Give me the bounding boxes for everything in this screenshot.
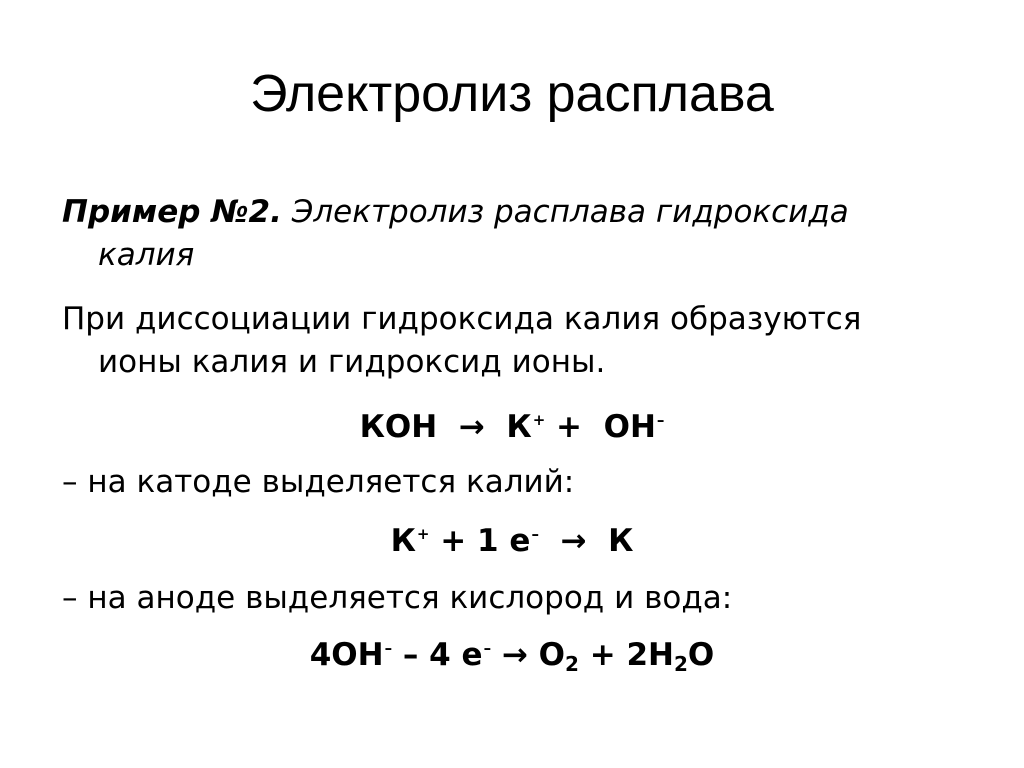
anode-equation bbox=[0, 634, 1024, 677]
example-description: Электролиз расплава гидроксида bbox=[291, 194, 849, 230]
equation-3-part-5: О bbox=[687, 637, 715, 673]
example-label: Пример №2. bbox=[62, 194, 282, 230]
equation-3-part-1: 4ОН bbox=[309, 637, 384, 673]
equation-2-part-3: → К bbox=[538, 523, 634, 559]
equation-1-charge-2: – bbox=[656, 411, 665, 429]
equation-3-charge-2: – bbox=[483, 639, 492, 657]
cathode-note: – на катоде выделяется калий: bbox=[62, 464, 575, 500]
dissociation-equation bbox=[0, 406, 1024, 449]
equation-1-right: + ОН bbox=[545, 409, 656, 445]
equation-3-subscript-2: 2 bbox=[674, 652, 688, 676]
cathode-equation bbox=[0, 520, 1024, 563]
slide-title: Электролиз расплава bbox=[250, 65, 774, 123]
equation-1-left: КОН → К bbox=[359, 409, 532, 445]
equation-3-part-2: – 4 е bbox=[392, 637, 483, 673]
dissociation-line-1: При диссоциации гидроксида калия образуются bbox=[62, 301, 862, 337]
equation-3-charge-1: – bbox=[384, 639, 393, 657]
equation-3-subscript-1: 2 bbox=[565, 652, 579, 676]
equation-2-charge-1: + bbox=[416, 525, 430, 543]
equation-2-part-2: + 1 е bbox=[429, 523, 531, 559]
equation-3-part-4: + 2Н bbox=[578, 637, 674, 673]
dissociation-line-2: ионы калия и гидроксид ионы. bbox=[98, 344, 606, 380]
example-paragraph bbox=[62, 191, 962, 277]
anode-note: – на аноде выделяется кислород и вода: bbox=[62, 580, 733, 616]
equation-3-part-3: → О bbox=[491, 637, 565, 673]
equation-2-part-1: К bbox=[390, 523, 416, 559]
equation-2-charge-2: – bbox=[531, 525, 539, 543]
equation-1-charge-1: + bbox=[532, 411, 546, 429]
dissociation-paragraph bbox=[62, 298, 962, 384]
example-description-continued: калия bbox=[98, 237, 195, 273]
